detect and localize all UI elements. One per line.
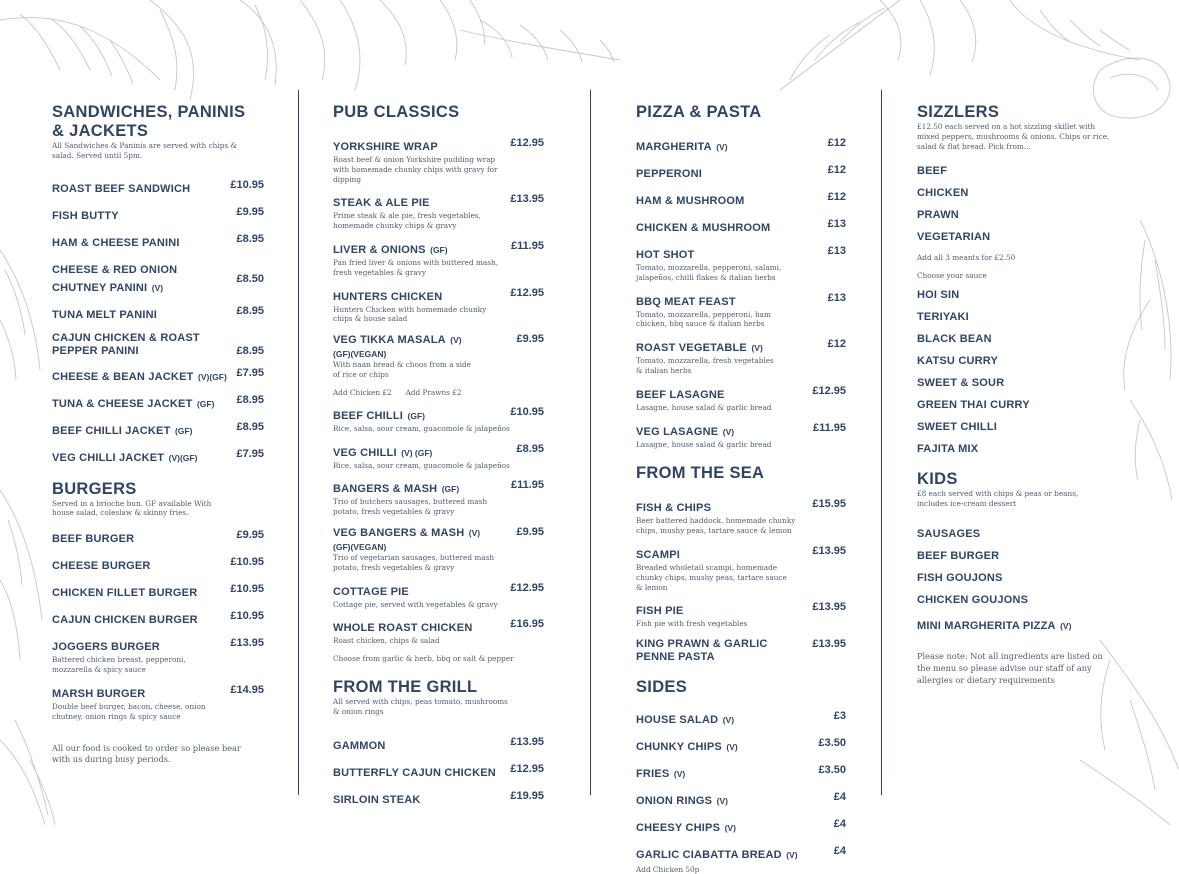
item-name: VEG CHILLI bbox=[333, 446, 397, 459]
column-divider-3 bbox=[881, 90, 882, 795]
item-tag: (V)(GF) bbox=[197, 371, 227, 382]
menu-item bbox=[52, 260, 264, 296]
item-price: £12.95 bbox=[510, 137, 544, 149]
item-price: £8.50 bbox=[236, 272, 264, 285]
menu-item bbox=[636, 422, 846, 450]
menu-item bbox=[636, 191, 846, 209]
pizza-section bbox=[636, 103, 846, 449]
item-price: £8.95 bbox=[236, 420, 264, 433]
menu-item bbox=[636, 137, 846, 155]
item-name: YORKSHIRE WRAP bbox=[333, 141, 438, 153]
menu-item bbox=[52, 305, 264, 323]
sea-section bbox=[636, 464, 846, 664]
menu-item bbox=[52, 684, 264, 722]
sauce-option: BLACK BEAN bbox=[917, 333, 992, 346]
item-price: £12 bbox=[827, 191, 846, 203]
item-price: £11.95 bbox=[510, 239, 544, 252]
item-name: BUTTERFLY CAJUN CHICKEN bbox=[333, 766, 496, 779]
item-price: £13 bbox=[827, 218, 846, 230]
item-description: Trio of vegetarian sausages, buttered mash potato, fresh vegetables & gravy bbox=[333, 552, 495, 572]
item-name: COTTAGE PIE bbox=[333, 585, 409, 598]
sizzlers-list bbox=[917, 165, 1117, 244]
section-title-grill: FROM THE GRILL bbox=[333, 678, 478, 697]
column-divider-1 bbox=[298, 90, 299, 795]
item-name: FISH BUTTY bbox=[52, 209, 119, 222]
item-price: £10.95 bbox=[230, 583, 264, 596]
item-description: Tomato, mozzarella, fresh vegetables & italian herbs bbox=[636, 356, 774, 375]
sizzler-option: VEGETARIAN bbox=[917, 231, 991, 244]
menu-item bbox=[333, 618, 544, 663]
item-name: KING PRAWN & GARLIC PENNE PASTA bbox=[636, 638, 768, 664]
item-name: FISH & CHIPS bbox=[636, 502, 712, 515]
item-description: Pan fried liver & onions with buttered mash, fresh vegetables & gravy bbox=[333, 257, 499, 277]
item-price: £15.95 bbox=[812, 498, 846, 511]
item-price: £10.95 bbox=[230, 556, 264, 569]
item-price: £3.50 bbox=[818, 737, 846, 750]
item-tag: (V) bbox=[726, 742, 738, 753]
menu-item bbox=[52, 529, 264, 547]
menu-item bbox=[333, 790, 544, 808]
item-price: £8.95 bbox=[516, 442, 544, 455]
sea-list bbox=[636, 498, 846, 664]
item-price: £13.95 bbox=[510, 735, 544, 748]
sauce-option: SWEET CHILLI bbox=[917, 421, 998, 434]
menu-item bbox=[52, 556, 264, 574]
sauce-option: SWEET & SOUR bbox=[917, 377, 1005, 390]
kids-item-row bbox=[917, 616, 1117, 634]
kids-item: CHICKEN GOUJONS bbox=[917, 593, 1029, 606]
pizza-list bbox=[636, 137, 846, 449]
item-price: £11.95 bbox=[812, 421, 846, 434]
section-title-sides: SIDES bbox=[636, 678, 688, 697]
item-price: £13.95 bbox=[812, 544, 846, 557]
item-tag: (V)(GF) bbox=[168, 452, 198, 463]
sauce-option: TERIYAKI bbox=[917, 311, 969, 324]
grill-list bbox=[333, 736, 544, 808]
item-description: Rice, salsa, sour cream, guacomole & jalapeños bbox=[333, 460, 510, 470]
item-price: £12.95 bbox=[510, 286, 544, 299]
item-name: ROAST BEEF SANDWICH bbox=[52, 182, 191, 195]
sizzlers-sauce-note: Choose your sauce bbox=[917, 271, 987, 281]
menu-item bbox=[636, 638, 846, 664]
cooked-to-order-note: All our food is cooked to order so please bear with us during busy periods. bbox=[52, 743, 241, 765]
column-pizza-sea-sides bbox=[636, 103, 846, 874]
sandwiches-section bbox=[52, 103, 264, 466]
menu-item bbox=[636, 764, 846, 782]
item-name: HAM & CHEESE PANINI bbox=[52, 236, 180, 249]
item-price: £13.95 bbox=[510, 193, 544, 206]
item-description: Breaded wholetail scampi, homemade chunky chips, mushy peas, tartare sauce & lemon bbox=[636, 562, 787, 592]
item-name: BEEF LASAGNE bbox=[636, 388, 725, 401]
item-name: BBQ MEAT FEAST bbox=[636, 295, 736, 308]
item-tag: (V) bbox=[716, 142, 728, 152]
item-description: Lasagne, house salad & garlic bread bbox=[636, 402, 772, 412]
item-tag: (V)(GF)(VEGAN) bbox=[333, 527, 481, 552]
item-name: LIVER & ONIONS bbox=[333, 243, 426, 256]
item-description: Lasagne, house salad & garlic bread bbox=[636, 439, 772, 449]
item-name: CHEESY CHIPS bbox=[636, 822, 721, 835]
item-name: CHEESE & RED ONION CHUTNEY PANINI bbox=[52, 263, 178, 294]
kids-note: £8 each served with chips & peas or beans, includes ice-cream dessert bbox=[917, 489, 1079, 509]
item-tag: (V) (GF) bbox=[401, 447, 433, 458]
item-price: £11.95 bbox=[510, 479, 544, 492]
sizzler-option: CHICKEN bbox=[917, 187, 969, 200]
item-description: Prime steak & ale pie, fresh vegetables, homemade chunky chips & gravy bbox=[333, 211, 481, 231]
section-title-sizzlers: SIZZLERS bbox=[917, 103, 1000, 121]
item-price: £12 bbox=[827, 164, 846, 176]
item-price: £9.95 bbox=[516, 333, 544, 346]
sauce-option: KATSU CURRY bbox=[917, 355, 999, 368]
item-price: £13 bbox=[827, 245, 846, 257]
menu-item bbox=[333, 193, 544, 231]
item-name: CHICKEN FILLET BURGER bbox=[52, 587, 198, 600]
menu-item bbox=[636, 545, 846, 592]
item-name: HAM & MUSHROOM bbox=[636, 195, 745, 207]
menu-item bbox=[52, 367, 264, 385]
menu-item bbox=[333, 137, 544, 184]
item-description: Double beef burger, bacon, cheese, onion chutney, onion rings & spicy sauce bbox=[52, 701, 206, 721]
item-price: £19.95 bbox=[510, 789, 544, 802]
menu-item bbox=[636, 164, 846, 182]
item-price: £12.95 bbox=[812, 384, 846, 397]
menu-item bbox=[333, 479, 544, 517]
item-description: With naan bread & choos from a side of rice or chips bbox=[333, 360, 471, 379]
item-name: SCAMPI bbox=[636, 548, 680, 561]
menu-item bbox=[333, 526, 544, 573]
item-name: ONION RINGS bbox=[636, 795, 713, 808]
sides-section bbox=[636, 678, 846, 874]
item-name: FISH PIE bbox=[636, 605, 684, 618]
item-name: HOUSE SALAD bbox=[636, 714, 719, 727]
menu-item bbox=[636, 292, 846, 330]
section-title-pizza: PIZZA & PASTA bbox=[636, 103, 762, 121]
menu-item bbox=[636, 385, 846, 413]
item-tag: (V) bbox=[724, 823, 736, 834]
item-description: Roast beef & onion Yorkshire pudding wrap with homemade chunky chips with gravy for dipping bbox=[333, 155, 498, 184]
menu-item bbox=[52, 394, 264, 412]
item-price: £4 bbox=[833, 791, 846, 804]
sizzlers-section bbox=[917, 103, 1117, 456]
burgers-list bbox=[52, 529, 264, 721]
menu-item bbox=[52, 332, 264, 358]
menu-item bbox=[52, 448, 264, 466]
item-tag: (V) bbox=[1060, 620, 1072, 631]
item-price: £8.95 bbox=[236, 304, 264, 317]
item-name: TUNA MELT PANINI bbox=[52, 308, 158, 321]
item-name: GAMMON bbox=[333, 739, 386, 752]
item-name: CHICKEN & MUSHROOM bbox=[636, 222, 771, 234]
item-tag: (GF) bbox=[441, 484, 460, 495]
item-name: FRIES bbox=[636, 768, 670, 781]
item-tag: (GF) bbox=[196, 398, 215, 409]
item-tag: (V) bbox=[751, 343, 763, 354]
item-description: Fish pie with fresh vegetables bbox=[636, 619, 748, 629]
item-description: Tomato, mozzarella, pepperoni, ham chicken, bbq sauce & italian herbs bbox=[636, 309, 771, 329]
sandwiches-list bbox=[52, 179, 264, 466]
column-divider-2 bbox=[590, 90, 591, 795]
sides-list bbox=[636, 710, 846, 874]
item-addon: Choose from garlic & herb, bbq or salt & pepper bbox=[333, 654, 514, 664]
section-title-pub-classics: PUB CLASSICS bbox=[333, 103, 460, 121]
pub-classics-list bbox=[333, 137, 544, 663]
sauces-list bbox=[917, 289, 1117, 456]
item-description: Tomato, mozzarella, pepperoni, salami, jalapeños, chilli flakes & italian herbs bbox=[636, 263, 782, 282]
menu-item bbox=[636, 218, 846, 236]
menu-item bbox=[636, 338, 846, 376]
item-price: £3 bbox=[833, 710, 846, 723]
column-sizzlers-kids bbox=[917, 103, 1117, 686]
item-tag: (GF) bbox=[430, 244, 448, 255]
menu-item bbox=[333, 443, 544, 471]
kids-item: SAUSAGES bbox=[917, 527, 981, 540]
item-tag: (V) bbox=[722, 426, 735, 437]
item-name: GARLIC CIABATTA BREAD bbox=[636, 849, 782, 862]
item-description: Roast chicken, chips & salad bbox=[333, 636, 440, 646]
item-tag: (V) bbox=[716, 796, 728, 807]
item-price: £12.95 bbox=[510, 581, 544, 594]
menu-item bbox=[636, 710, 846, 728]
burgers-note: Served in a brioche bun. GF available With house salad, coleslaw & skinny fries. bbox=[52, 498, 212, 518]
menu-item bbox=[333, 287, 544, 325]
menu-item bbox=[333, 240, 544, 278]
sauce-option: GREEN THAI CURRY bbox=[917, 399, 1030, 412]
item-name: STEAK & ALE PIE bbox=[333, 197, 430, 210]
item-price: £13.95 bbox=[812, 638, 846, 651]
item-price: £10.95 bbox=[230, 178, 264, 191]
item-name: BEEF BURGER bbox=[52, 533, 135, 546]
item-description: Rice, salsa, sour cream, guacomole & jalapeños bbox=[333, 423, 510, 433]
kids-list bbox=[917, 528, 1117, 634]
menu-item bbox=[333, 333, 544, 397]
item-tag: (V)(GF)(VEGAN) bbox=[333, 335, 462, 360]
kids-item: BEEF BURGER bbox=[917, 549, 1000, 562]
item-price: £8.95 bbox=[236, 393, 264, 406]
kids-item: FISH GOUJONS bbox=[917, 571, 1003, 584]
item-price: £10.95 bbox=[510, 405, 544, 418]
item-price: £13.95 bbox=[230, 637, 264, 650]
column-sandwiches-burgers bbox=[52, 103, 264, 765]
menu-item bbox=[52, 610, 264, 628]
menu-item bbox=[636, 498, 846, 536]
grill-note: All served with chips, peas tomato, mushrooms & onion rings bbox=[333, 697, 508, 716]
item-name: BANGERS & MASH bbox=[333, 483, 438, 496]
kids-section bbox=[917, 470, 1117, 686]
menu-item bbox=[333, 406, 544, 434]
sizzler-option: BEEF bbox=[917, 165, 948, 178]
item-tag: (V) bbox=[786, 850, 798, 861]
section-title-burgers: BURGERS bbox=[52, 479, 137, 498]
menu-item bbox=[636, 737, 846, 755]
menu-item bbox=[636, 245, 846, 283]
column-pub-classics-grill bbox=[333, 103, 544, 817]
item-name: BEEF CHILLI bbox=[333, 409, 404, 422]
item-price: £4 bbox=[833, 818, 846, 831]
menu-item bbox=[636, 601, 846, 629]
menu-item bbox=[52, 421, 264, 439]
item-name: VEG TIKKA MASALA bbox=[333, 334, 446, 347]
sauce-option: HOI SIN bbox=[917, 289, 960, 302]
menu-item bbox=[333, 582, 544, 610]
item-price: £13.95 bbox=[812, 601, 846, 614]
sauce-option: FAJITA MIX bbox=[917, 443, 979, 456]
item-name: SIRLOIN STEAK bbox=[333, 793, 421, 806]
item-price: £7.95 bbox=[236, 447, 264, 460]
item-description: Hunters Chicken with homemade chunky chips & house salad bbox=[333, 304, 487, 324]
section-title-sandwiches: SANDWICHES, PANINIS & JACKETS bbox=[52, 103, 246, 140]
item-tag: (V) bbox=[673, 769, 686, 780]
item-name: PEPPERONI bbox=[636, 168, 702, 180]
item-name: TUNA & CHEESE JACKET bbox=[52, 397, 193, 410]
item-name: ROAST VEGETABLE bbox=[636, 342, 747, 355]
menu-item bbox=[52, 206, 264, 224]
burgers-section bbox=[52, 480, 264, 766]
item-tag: (V) bbox=[151, 282, 164, 293]
item-name: CHEESE & BEAN JACKET bbox=[52, 370, 194, 383]
item-price: £9.95 bbox=[516, 525, 544, 538]
item-price: £12 bbox=[827, 137, 846, 149]
item-name: VEG BANGERS & MASH bbox=[333, 526, 465, 539]
item-description: Cottage pie, served with vegetables & gravy bbox=[333, 599, 498, 609]
item-price: £9.95 bbox=[236, 529, 264, 542]
item-name: CAJUN CHICKEN & ROAST PEPPER PANINI bbox=[52, 331, 200, 357]
sizzlers-add-note: Add all 3 meants for £2.50 bbox=[917, 253, 1016, 263]
item-name: CHUNKY CHIPS bbox=[636, 741, 722, 754]
menu-item bbox=[52, 233, 264, 251]
item-name: HOT SHOT bbox=[636, 249, 695, 261]
menu-item bbox=[52, 179, 264, 197]
pub-classics-section bbox=[333, 103, 544, 663]
item-name: CAJUN CHICKEN BURGER bbox=[52, 614, 198, 627]
item-price: £12 bbox=[827, 338, 846, 351]
item-name: VEG CHILLI JACKET bbox=[52, 451, 165, 464]
menu-item bbox=[52, 637, 264, 675]
item-description: Trio of butchers sausages, buttered mash potato, fresh vegetables & gravy bbox=[333, 497, 488, 517]
allergy-note: Please note: Not all ingredients are listed on the menu so please advise our staff of any allergies or dietary requirements bbox=[917, 650, 1103, 685]
item-price: £8.95 bbox=[236, 232, 264, 245]
item-name: CHEESE BURGER bbox=[52, 560, 151, 573]
item-name: HUNTERS CHICKEN bbox=[333, 290, 443, 303]
item-name: WHOLE ROAST CHICKEN bbox=[333, 622, 473, 635]
item-price: £13 bbox=[827, 291, 846, 304]
item-price: £4 bbox=[833, 845, 846, 858]
item-price: £14.95 bbox=[230, 683, 264, 696]
section-title-sea: FROM THE SEA bbox=[636, 464, 765, 483]
item-tag: (GF) bbox=[174, 425, 193, 436]
item-price: £16.95 bbox=[510, 618, 544, 631]
sandwiches-note: All Sandwiches & Paninis are served with chips & salad. Served until 5pm. bbox=[52, 141, 237, 160]
menu-item bbox=[333, 763, 544, 781]
item-addon: Add Chicken £2 Add Prawns £2 bbox=[333, 387, 462, 397]
sizzlers-note: £12.50 each served on a hot sizzling skillet with mixed peppers, mushrooms & onions. Chips or rice, salad & flat bread. Pick from... bbox=[917, 122, 1110, 151]
menu-item bbox=[333, 736, 544, 754]
item-name: MARSH BURGER bbox=[52, 687, 146, 700]
menu-item bbox=[636, 791, 846, 809]
kids-item: MINI MARGHERITA PIZZA bbox=[917, 619, 1056, 632]
item-description: Beer battered haddock, homemade chunky chips, mushy peas, tartare sauce & lemon bbox=[636, 516, 796, 536]
item-price: £3.50 bbox=[818, 764, 846, 777]
item-name: BEEF CHILLI JACKET bbox=[52, 424, 171, 437]
item-name: JOGGERS BURGER bbox=[52, 641, 160, 654]
menu-item bbox=[52, 583, 264, 601]
section-title-kids: KIDS bbox=[917, 470, 958, 489]
menu-item bbox=[636, 845, 846, 863]
item-tag: (GF) bbox=[407, 410, 425, 421]
item-description: Battered chicken breast, pepperoni, mozzarella & spicy sauce bbox=[52, 655, 186, 674]
grill-section bbox=[333, 678, 544, 808]
sides-footer-note: Add Chicken 50p bbox=[636, 865, 700, 874]
sizzler-option: PRAWN bbox=[917, 209, 959, 222]
menu-item bbox=[636, 818, 846, 836]
item-price: £12.95 bbox=[510, 762, 544, 775]
item-price: £8.95 bbox=[236, 344, 264, 357]
item-name: MARGHERITA bbox=[636, 141, 712, 153]
item-price: £10.95 bbox=[230, 610, 264, 623]
item-price: £9.95 bbox=[236, 205, 264, 218]
item-price: £7.95 bbox=[236, 366, 264, 379]
item-name: VEG LASAGNE bbox=[636, 425, 719, 438]
item-tag: (V) bbox=[722, 715, 735, 726]
